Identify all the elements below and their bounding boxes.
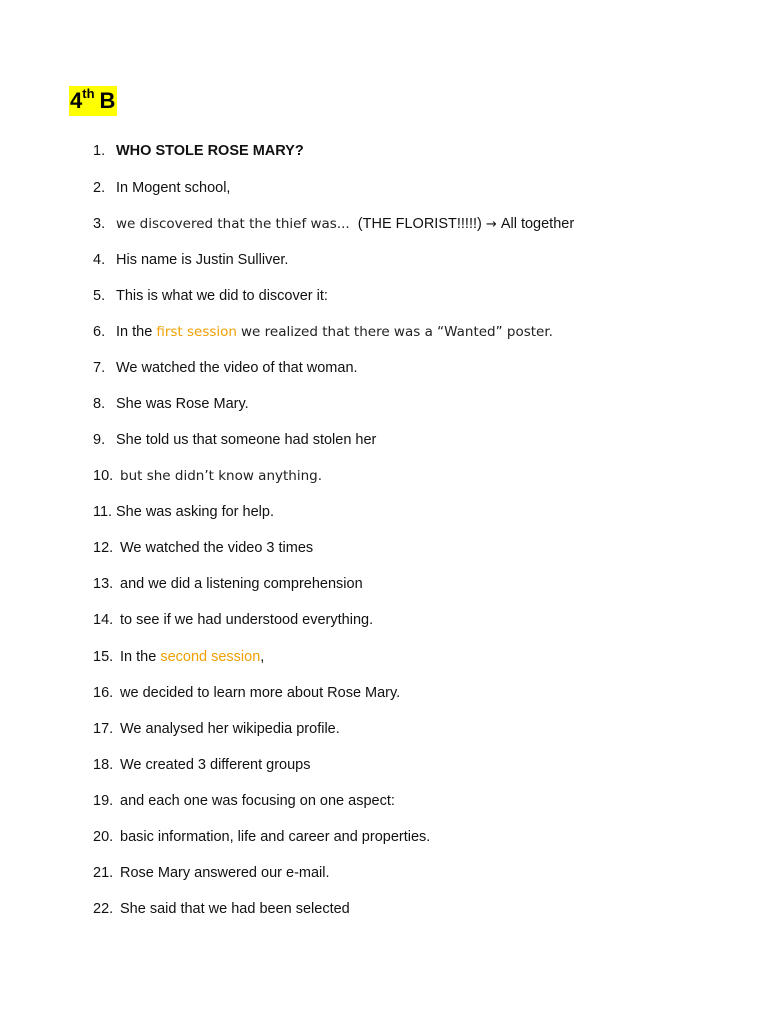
list-number: 13. <box>93 576 114 592</box>
list-text: basic information, life and career and properties. <box>120 829 431 845</box>
list-item <box>93 322 553 342</box>
list-number: 6. <box>93 324 106 340</box>
list-item <box>93 466 322 486</box>
list-item <box>93 502 274 522</box>
list-text: She was asking for help. <box>116 504 274 520</box>
list-item <box>93 250 288 270</box>
list-text-part: we realized that there was a “Wanted” poster. <box>241 324 553 340</box>
list-number: 3. <box>93 216 106 232</box>
list-number: 21. <box>93 865 114 881</box>
list-number: 5. <box>93 288 106 304</box>
list-text-part: , <box>260 649 265 665</box>
list-number: 11. <box>93 504 113 520</box>
list-text-part: In the <box>120 649 157 665</box>
list-item <box>93 214 574 234</box>
list-text: In Mogent school, <box>116 180 231 196</box>
list-text: She was Rose Mary. <box>116 396 249 412</box>
list-text: to see if we had understood everything. <box>120 612 374 628</box>
list-text: We watched the video 3 times <box>120 540 314 556</box>
highlighted-session-text: second session <box>160 649 261 665</box>
list-text: His name is Justin Sulliver. <box>116 252 289 268</box>
list-item <box>93 791 395 811</box>
list-item <box>93 286 328 306</box>
list-item <box>93 755 311 775</box>
list-item <box>93 538 313 558</box>
list-item <box>93 899 350 919</box>
list-text: but she didn’t know anything. <box>120 468 323 484</box>
list-item <box>93 358 358 378</box>
list-text-florist: (THE FLORIST!!!!!) <box>357 216 482 232</box>
right-arrow-icon: → <box>485 217 497 232</box>
highlighted-session-text: first session <box>156 324 237 340</box>
list-text: We watched the video of that woman. <box>116 360 358 376</box>
heading-ordinal-suffix: th <box>82 85 95 101</box>
list-number: 18. <box>93 757 114 773</box>
list-text: She said that we had been selected <box>120 901 350 917</box>
list-number: 16. <box>93 685 114 701</box>
list-text: We analysed her wikipedia profile. <box>120 721 340 737</box>
list-number: 15. <box>93 649 114 665</box>
list-item <box>93 683 400 703</box>
list-item <box>93 827 430 847</box>
list-text-part: we discovered that the thief was... <box>116 216 350 232</box>
list-number: 4. <box>93 252 106 268</box>
list-text: Rose Mary answered our e-mail. <box>120 865 330 881</box>
list-text: She told us that someone had stolen her <box>116 432 377 448</box>
list-item <box>93 141 304 161</box>
list-text: and each one was focusing on one aspect: <box>120 793 395 809</box>
list-number: 14. <box>93 612 114 628</box>
list-item <box>93 647 264 667</box>
list-number: 1. <box>93 143 106 159</box>
list-item <box>93 430 376 450</box>
list-text: and we did a listening comprehension <box>120 576 363 592</box>
list-text: We created 3 different groups <box>120 757 311 773</box>
list-title: WHO STOLE ROSE MARY? <box>116 143 304 159</box>
list-item <box>93 719 340 739</box>
list-number: 2. <box>93 180 106 196</box>
list-number: 7. <box>93 360 106 376</box>
list-item <box>93 863 330 883</box>
list-number: 8. <box>93 396 106 412</box>
list-item <box>93 178 230 198</box>
list-number: 22. <box>93 901 114 917</box>
list-text: we decided to learn more about Rose Mary. <box>120 685 401 701</box>
list-number: 19. <box>93 793 114 809</box>
list-number: 10. <box>93 468 114 484</box>
list-text: This is what we did to discover it: <box>116 288 328 304</box>
list-text-part: All together <box>500 216 575 232</box>
list-item <box>93 394 249 414</box>
heading-letter: B <box>99 88 116 113</box>
list-number: 20. <box>93 829 114 845</box>
heading-number: 4 <box>70 88 83 113</box>
list-number: 12. <box>93 540 114 556</box>
list-number: 17. <box>93 721 114 737</box>
list-number: 9. <box>93 432 106 448</box>
list-item <box>93 610 373 630</box>
list-item <box>93 574 363 594</box>
list-text-part: In the <box>116 324 153 340</box>
